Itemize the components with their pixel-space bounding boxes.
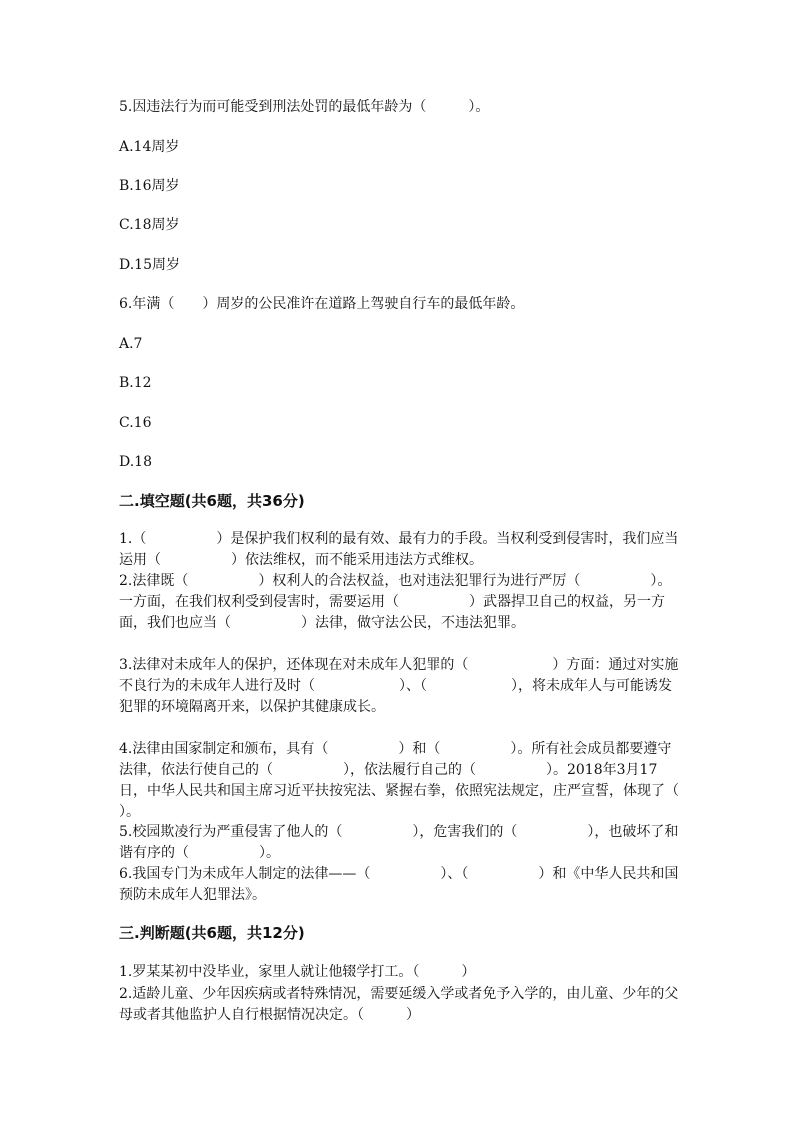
judge-item-2: 2.适龄儿童、少年因疾病或者特殊情况，需要延缓入学或者免予入学的，由儿童、少年的父母或者其他监护人自行根据情况决定。（ ） — [119, 986, 679, 1023]
question-6-option-a: A.7 — [119, 336, 143, 352]
question-5-option-b: B.16周岁 — [119, 178, 180, 194]
section-2-title: 二.填空题(共6题，共36分) — [119, 492, 305, 510]
question-6-option-d: D.18 — [119, 454, 152, 470]
question-6-option-b: B.12 — [119, 375, 152, 391]
question-5-option-c: C.18周岁 — [119, 217, 180, 233]
fill-item-3: 3.法律对未成年人的保护，还体现在对未成年人犯罪的（ ）方面：通过对实施不良行为的未成年人进行及时（ ）、（ ），将未成年人与可能诱发犯罪的环境隔离开来，以保护其健康成长。 — [119, 657, 679, 715]
fill-item-5: 5.校园欺凌行为严重侵害了他人的（ ），危害我们的（ ），也破坏了和谐有序的（ ）。 — [119, 824, 679, 861]
question-6-option-c: C.16 — [119, 415, 152, 431]
section-3-title: 三.判断题(共6题，共12分) — [119, 924, 305, 942]
question-6-stem: 6.年满（ ）周岁的公民准许在道路上驾驶自行车的最低年龄。 — [119, 296, 525, 312]
question-5-option-a: A.14周岁 — [119, 139, 180, 155]
question-5-stem: 5.因违法行为而可能受到刑法处罚的最低年龄为（ ）。 — [119, 99, 490, 115]
question-5-option-d: D.15周岁 — [119, 257, 180, 273]
fill-item-2: 2.法律既（ ）权利人的合法权益，也对违法犯罪行为进行严厉（ ）。一方面，在我们权利受到侵害时，需要运用（ ）武器捍卫自己的权益，另一方面，我们也应当（ ）法律，做守法公民，不违法犯罪。 — [119, 573, 672, 631]
fill-item-4: 4.法律由国家制定和颁布，具有（ ）和（ ）。所有社会成员都要遵守法律，依法行使自己的（ ），依法履行自己的（ ）。2018年3月17日，中华人民共和国主席习近平扶按宪法、紧握右拳，依照宪法规定，庄严宣誓，体现了（ ）。 — [119, 741, 749, 820]
fill-item-6: 6.我国专门为未成年人制定的法律——（ ）、（ ）和《中华人民共和国预防未成年人犯罪法》。 — [119, 866, 679, 903]
judge-item-1: 1.罗某某初中没毕业，家里人就让他辍学打工。（ ） — [119, 964, 476, 980]
fill-item-1: 1.（ ）是保护我们权利的最有效、最有力的手段。当权利受到侵害时，我们应当运用（ ）依法维权，而不能采用违法方式维权。 — [119, 531, 679, 568]
